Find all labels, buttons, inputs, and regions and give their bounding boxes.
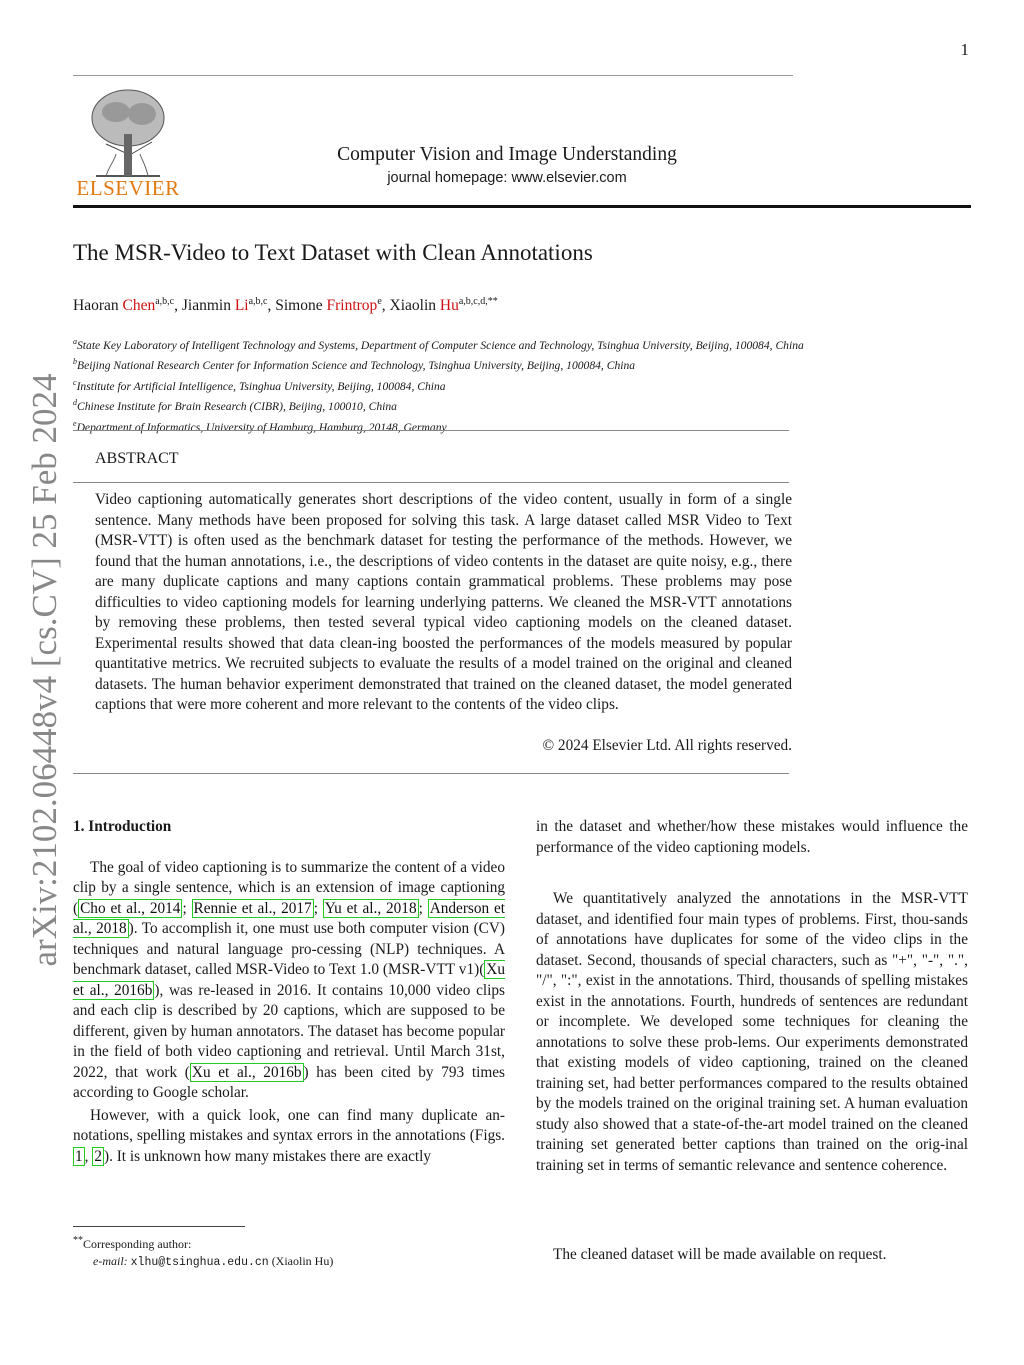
right-column xyxy=(536,817,968,1176)
citation-link[interactable]: Xu et al., 2016b xyxy=(73,961,505,999)
author: Haoran Chen$^{a,b,c}$, xyxy=(73,296,182,315)
citation-link[interactable]: Cho et al., 2014 xyxy=(80,899,181,917)
paragraph: We quantitatively analyzed the annotations in the MSR-VTT dataset, and identified four main types of problems. First, thou-sands of annotations have duplicates for some of the video clips in the dataset. Second, thousands of special characters, such as "+", "-", ".", "/", ":", exist in the annotations. Third, thousands of spelling mistakes exist in the annotations. Fourth, hundreds of sentences are redundant or incomplete. We developed some techniques for cleaning the annotations to solve these prob-lems. Our experiments demonstrated that existing models of video captioning, trained on the cleaned training set, had better performances compared to the results obtained by the models trained on the original training set. A human evaluation study also showed that a state-of-the-art model trained on the cleaned training set generated better captions than trained on the orig-inal training set in terms of semantic relevance and sentence coherence. xyxy=(536,890,968,1174)
email-link[interactable]: xlhu@tsinghua.edu.cn xyxy=(130,1256,269,1269)
abstract-rule-bottom xyxy=(73,773,789,774)
publisher-wordmark: ELSEVIER xyxy=(76,176,180,200)
affiliation: $^a$State Key Laboratory of Intelligent Technology and Systems, Department of Computer Science and Technology, Tsinghua University, Beijing, 100084, China xyxy=(73,337,804,352)
citation-link[interactable]: Yu et al., 2018 xyxy=(324,899,417,917)
footnote-rule xyxy=(73,1226,245,1227)
journal-homepage[interactable]: journal homepage: www.elsevier.com xyxy=(387,170,627,186)
affiliation: $^b$Beijing National Research Center for Information Science and Technology, Tsinghua University, Beijing, 100084, China xyxy=(73,357,636,373)
figure-link[interactable]: 1 xyxy=(75,1147,83,1165)
abstract-rule-mid xyxy=(73,482,789,483)
header-rule xyxy=(73,75,793,76)
citation-link[interactable]: Anderson et al., 2018 xyxy=(73,899,506,937)
citation-link[interactable]: Xu et al., 2016b xyxy=(191,1063,302,1081)
abstract-rule-top xyxy=(73,430,789,431)
abstract-heading: ABSTRACT xyxy=(95,450,179,467)
section-heading: 1. Introduction xyxy=(73,818,172,835)
availability-note: The cleaned dataset will be made available on request. xyxy=(553,1246,887,1263)
footnote: **Corresponding author: e-mail: xlhu@tsinghua.edu.cn (Xiaolin Hu) xyxy=(73,1235,334,1269)
affiliation: $^e$Department of Informatics, University of Hamburg, Hamburg, 20148, Germany xyxy=(73,418,447,434)
paragraph: in the dataset and whether/how these mistakes would influence the performance of the video captioning models. xyxy=(536,818,968,856)
paper-title: The MSR-Video to Text Dataset with Clean Annotations xyxy=(73,240,593,265)
affiliation-list xyxy=(73,334,804,436)
affiliation: $^c$Institute for Artificial Intelligence, Tsinghua University, Beijing, 100084, China xyxy=(73,377,446,393)
page-number: 1 xyxy=(960,40,969,59)
left-column xyxy=(73,817,505,1167)
header-thick-rule xyxy=(73,205,971,208)
journal-name: Computer Vision and Image Understanding xyxy=(337,144,677,165)
arxiv-stamp-container xyxy=(15,368,75,972)
author-list xyxy=(73,296,498,315)
figure-link[interactable]: 2 xyxy=(94,1147,102,1165)
author: Simone Frintrop$^e$, xyxy=(275,296,390,315)
paragraph: However, with a quick look, one can find many duplicate an-notations, spelling mistakes and syntax errors in the annotations (Figs. 1 , 2 ). It is unknown how many mistakes there are exactly xyxy=(73,1106,505,1165)
paragraph: The goal of video captioning is to summarize the content of a video clip by a single sentence, which is an extension of image captioning ( Cho et al., 2014 ; Rennie et al., 2017 ; Yu et al., 2018 ; Anderson et al., 2018 ). To accomplish it, one must use both computer vision (CV) techniques and natural language pro-cessing (NLP) techniques. A benchmark dataset, called MSR-Video to Text 1.0 (MSR-VTT v1)( Xu et al., 2016b ), was re-leased in 2016. It contains 10,000 video clips and each clip is described by 20 captions, which are supposed to be different, given by human annotators. The dataset has become popular in the field of both video captioning and retrieval. Until March 31st, 2022, that work ( Xu et al., 2016b ) has been cited by 793 times according to Google scholar. xyxy=(73,858,506,1101)
author: Xiaolin $Hu^{a,b,c,d,**}$ xyxy=(389,296,498,315)
arxiv-stamp[interactable]: arXiv:2102.06448v4 [cs.CV] 25 Feb 2024 xyxy=(25,373,64,967)
affiliation: $^d$Chinese Institute for Brain Research (CIBR), Beijing, 100010, China xyxy=(73,398,397,414)
copyright-notice: © 2024 Elsevier Ltd. All rights reserved. xyxy=(542,737,792,754)
abstract-body: Video captioning automatically generates short descriptions of the video content, usually in form of a single sentence. Many methods have been proposed for solving this task. A large dataset called MSR Video to Text (MSR-VTT) is often used as the benchmark dataset for testing the performance of the methods. However, we found that the human annotations, i.e., the descriptions of video contents in the dataset are quite noisy, e.g., there are many duplicate captions and many captions contain grammatical problems. These problems may pose difficulties to video captioning models for learning underlying patterns. We cleaned the MSR-VTT annotations by removing these problems, then tested several typical video captioning models on the cleaned dataset. Experimental results showed that data clean-ing boosted the performances of the models measured by popular quantitative metrics. We recruited subjects to evaluate the results of a model trained on the original and cleaned datasets. The human behavior experiment demonstrated that trained on the cleaned dataset, the model generated captions that were more coherent and more relevant to the contents of the video clips. xyxy=(95,491,792,713)
citation-link[interactable]: Rennie et al., 2017 xyxy=(193,899,312,917)
author: Jianmin Li$^{a,b,c}$, xyxy=(181,296,276,315)
